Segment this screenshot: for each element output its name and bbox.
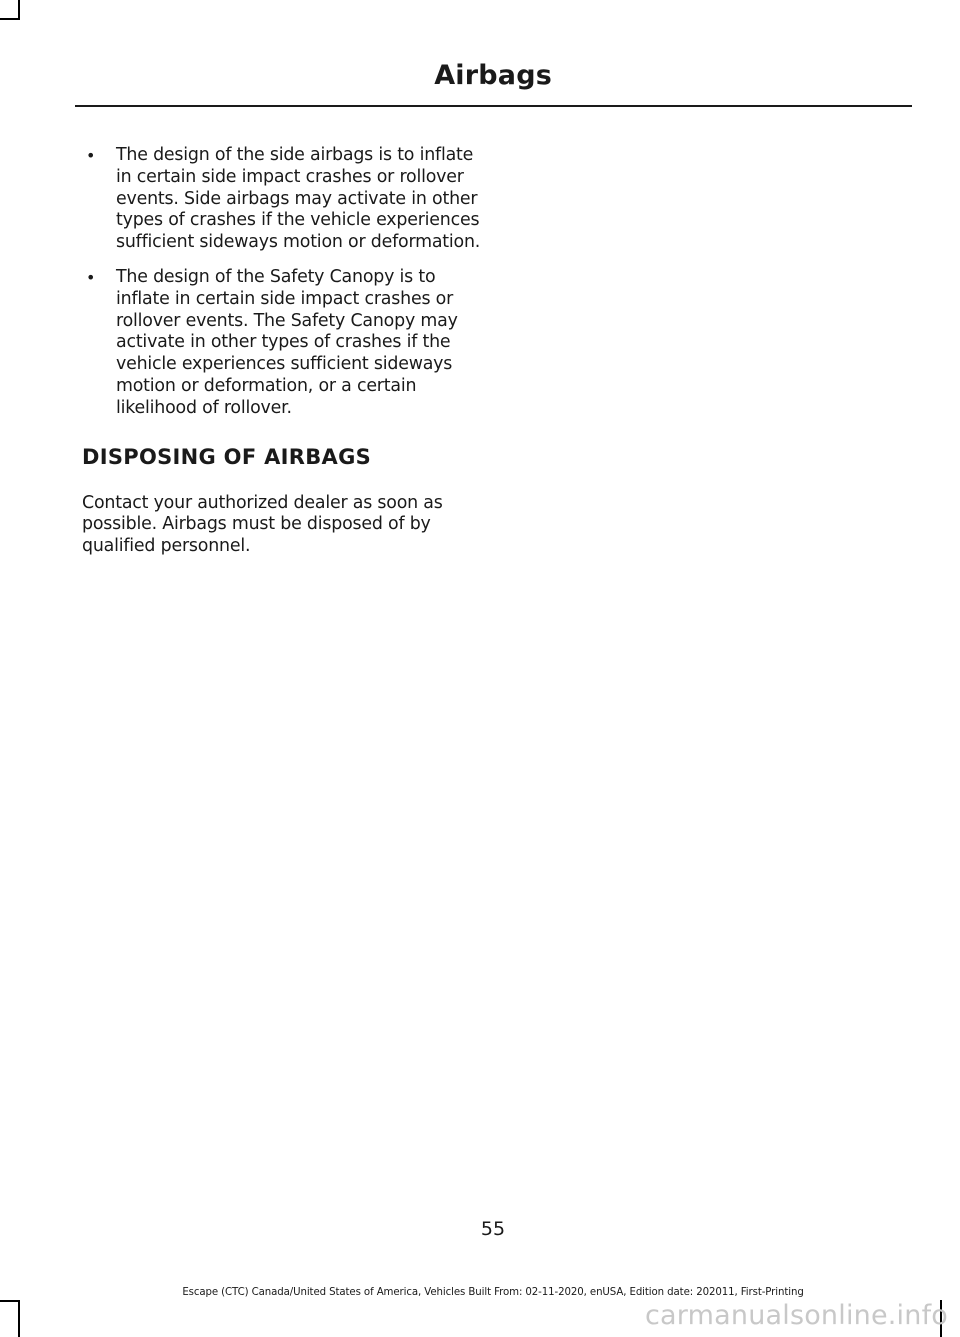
- page-number: 55: [480, 1218, 506, 1240]
- header-divider: [75, 105, 912, 107]
- crop-mark-top-left: [18, 0, 20, 20]
- watermark: carmanualsonline.info: [645, 1300, 948, 1331]
- crop-mark-bottom-left-h: [0, 1300, 20, 1302]
- section-body: Contact your authorized dealer as soon as possible. Airbags must be disposed of by qualified personnel.: [82, 492, 443, 557]
- list-item: [82, 267, 482, 420]
- bullet-text: The design of the side airbags is to inflate in certain side impact crashes or rollover events. Side airbags may activate in other types of crashes if the vehicle experiences sufficient sideways motion or deformation.: [116, 145, 481, 253]
- bullet-list: [82, 145, 482, 420]
- bullet-text: The design of the Safety Canopy is to inflate in certain side impact crashes or rollover events. The Safety Canopy may activate in other types of crashes if the vehicle experiences sufficient sideways motion or deformation, or a certain likelihood of rollover.: [116, 266, 458, 418]
- crop-mark-bottom-left: [18, 1300, 20, 1337]
- list-item: [82, 145, 482, 254]
- crop-mark-top-left-h: [0, 18, 20, 20]
- bullet-icon: •: [86, 267, 96, 287]
- bullet-icon: •: [86, 146, 96, 165]
- page-header-title: Airbags: [434, 60, 552, 91]
- section-heading: DISPOSING OF AIRBAGS: [82, 444, 372, 469]
- footer-edition-text: Escape (CTC) Canada/United States of America, Vehicles Built From: 02-11-2020, enUSA, Edition date: 202011, First-Printing: [182, 1287, 804, 1298]
- content-column: [82, 145, 482, 558]
